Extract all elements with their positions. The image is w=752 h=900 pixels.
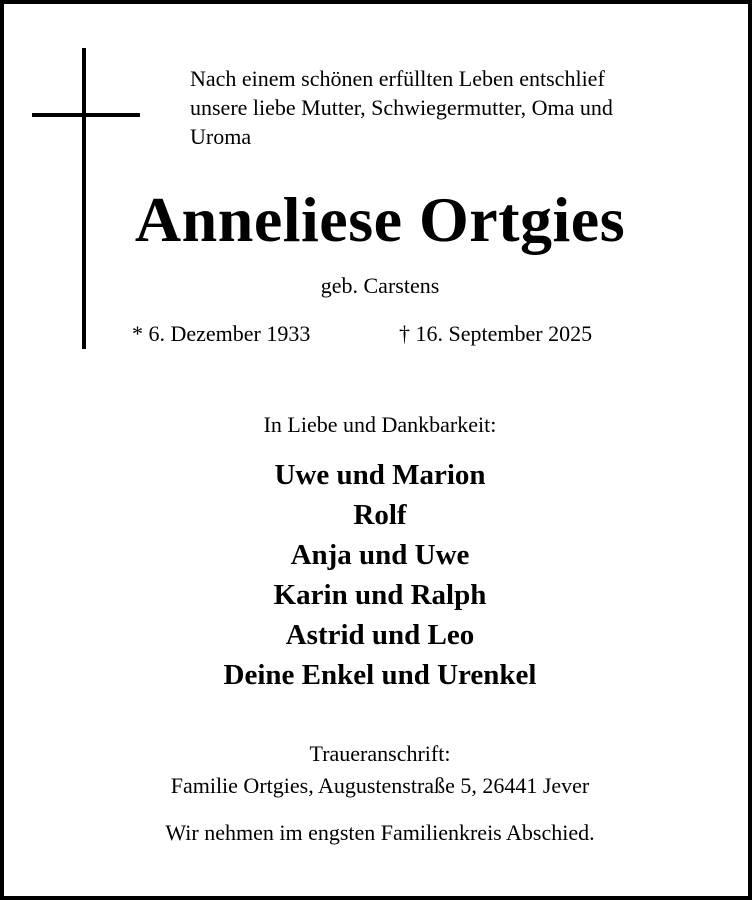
mourner-entry: Rolf xyxy=(353,499,407,531)
deceased-name: Anneliese Ortgies xyxy=(134,184,626,255)
death-date: † 16. September 2025 xyxy=(399,321,593,346)
mourner-entry: Anja und Uwe xyxy=(290,539,470,571)
birth-date: * 6. Dezember 1933 xyxy=(132,321,311,346)
mourner-entry: Deine Enkel und Urenkel xyxy=(223,659,537,691)
mourner-entry: Uwe und Marion xyxy=(274,459,486,491)
maiden-name: geb. Carstens xyxy=(320,273,440,298)
intro-line: Nach einem schönen erfüllten Leben entschlief xyxy=(190,66,605,91)
thanks-heading: In Liebe und Dankbarkeit: xyxy=(263,412,497,437)
intro-line: unsere liebe Mutter, Schwiegermutter, Oma und xyxy=(190,95,613,120)
cross-icon-horizontal-bar xyxy=(32,113,140,117)
farewell-text: Wir nehmen im engsten Familienkreis Abschied. xyxy=(165,820,595,845)
intro-line: Uroma xyxy=(190,124,252,149)
mourning-address: Familie Ortgies, Augustenstraße 5, 26441 Jever xyxy=(170,773,590,798)
address-label: Traueranschrift: xyxy=(309,741,451,766)
mourner-entry: Astrid und Leo xyxy=(285,619,475,651)
intro-text xyxy=(190,64,730,151)
mourners-list xyxy=(4,455,752,695)
mourner-entry: Karin und Ralph xyxy=(273,579,487,611)
